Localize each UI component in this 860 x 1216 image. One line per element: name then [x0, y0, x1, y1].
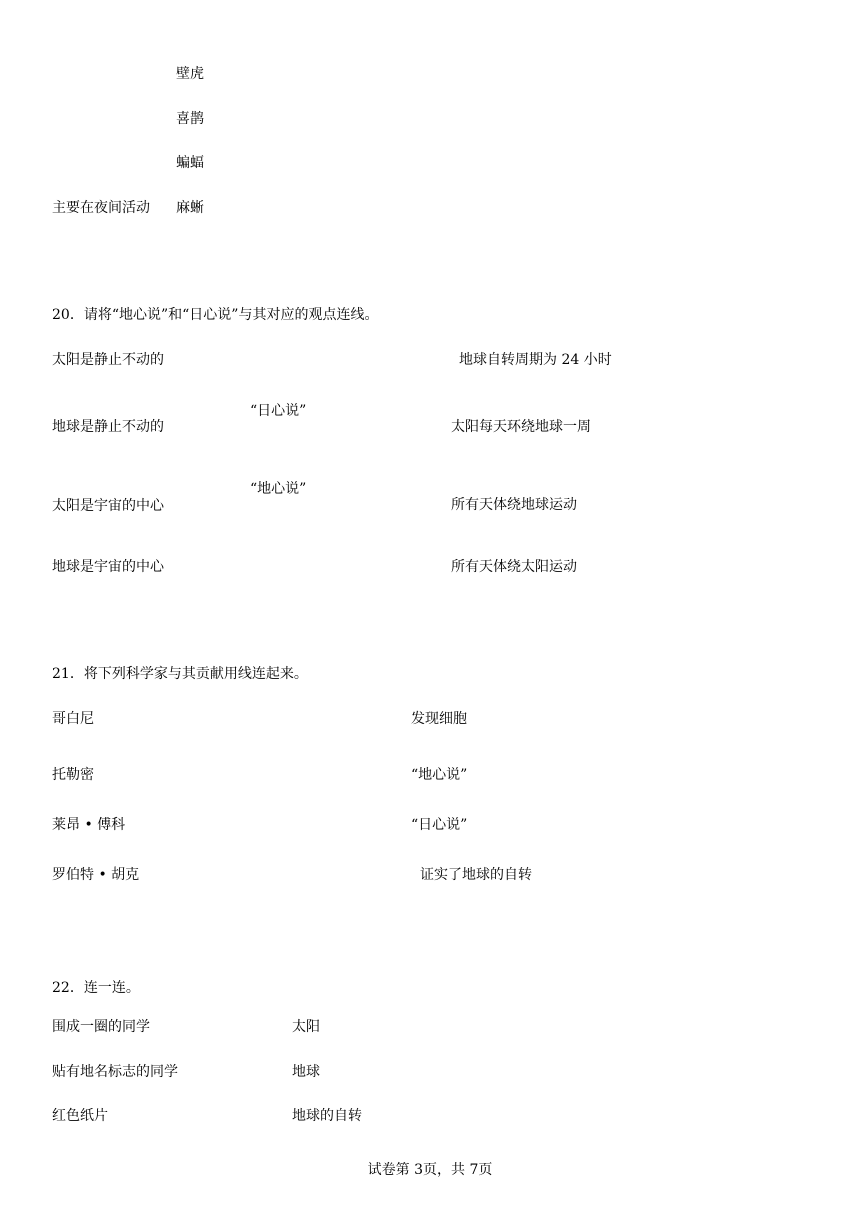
q19-left-item: 主要在夜间活动: [52, 200, 150, 216]
q22-left-3: 红色纸片: [52, 1108, 108, 1124]
q21-left-2: 托勒密: [52, 767, 94, 783]
q19-animal-3: 蝙蝠: [176, 155, 204, 171]
q20-left-3: 太阳是宇宙的中心: [52, 498, 164, 514]
q19-animal-1: 壁虎: [176, 66, 204, 82]
q20-left-2: 地球是静止不动的: [52, 419, 164, 435]
q22-left-1: 围成一圈的同学: [52, 1019, 150, 1035]
q20-right-1: 地球自转周期为 24 小时: [459, 352, 612, 368]
q21-right-3: “日心说”: [411, 817, 468, 833]
q21-left-1: 哥白尼: [52, 711, 94, 727]
q20-right-3: 所有天体绕地球运动: [451, 497, 577, 513]
q21-right-2: “地心说”: [411, 767, 468, 783]
q20-left-1: 太阳是静止不动的: [52, 352, 164, 368]
q20-right-2: 太阳每天环绕地球一周: [451, 419, 591, 435]
page-footer: 试卷第 3页，共 7页: [367, 1162, 493, 1178]
q19-animal-2: 喜鹊: [176, 111, 204, 127]
q20-left-4: 地球是宇宙的中心: [52, 559, 164, 575]
q22-right-1: 太阳: [292, 1019, 320, 1035]
q21-left-4: 罗伯特 • 胡克: [52, 867, 140, 883]
q21-right-1: 发现细胞: [411, 711, 467, 727]
q19-animal-4: 麻蜥: [176, 200, 204, 216]
q22-right-2: 地球: [292, 1064, 320, 1080]
q20-question: 20．请将“地心说”和“日心说”与其对应的观点连线。: [52, 307, 379, 323]
q22-left-2: 贴有地名标志的同学: [52, 1064, 178, 1080]
q21-question: 21．将下列科学家与其贡献用线连起来。: [52, 666, 308, 682]
q21-left-3: 莱昂 • 傅科: [52, 817, 126, 833]
q22-question: 22．连一连。: [52, 980, 140, 996]
q20-middle-2: “地心说”: [250, 481, 307, 497]
q20-middle-1: “日心说”: [250, 403, 307, 419]
q20-right-4: 所有天体绕太阳运动: [451, 559, 577, 575]
q22-right-3: 地球的自转: [292, 1108, 362, 1124]
q21-right-4: 证实了地球的自转: [420, 867, 532, 883]
